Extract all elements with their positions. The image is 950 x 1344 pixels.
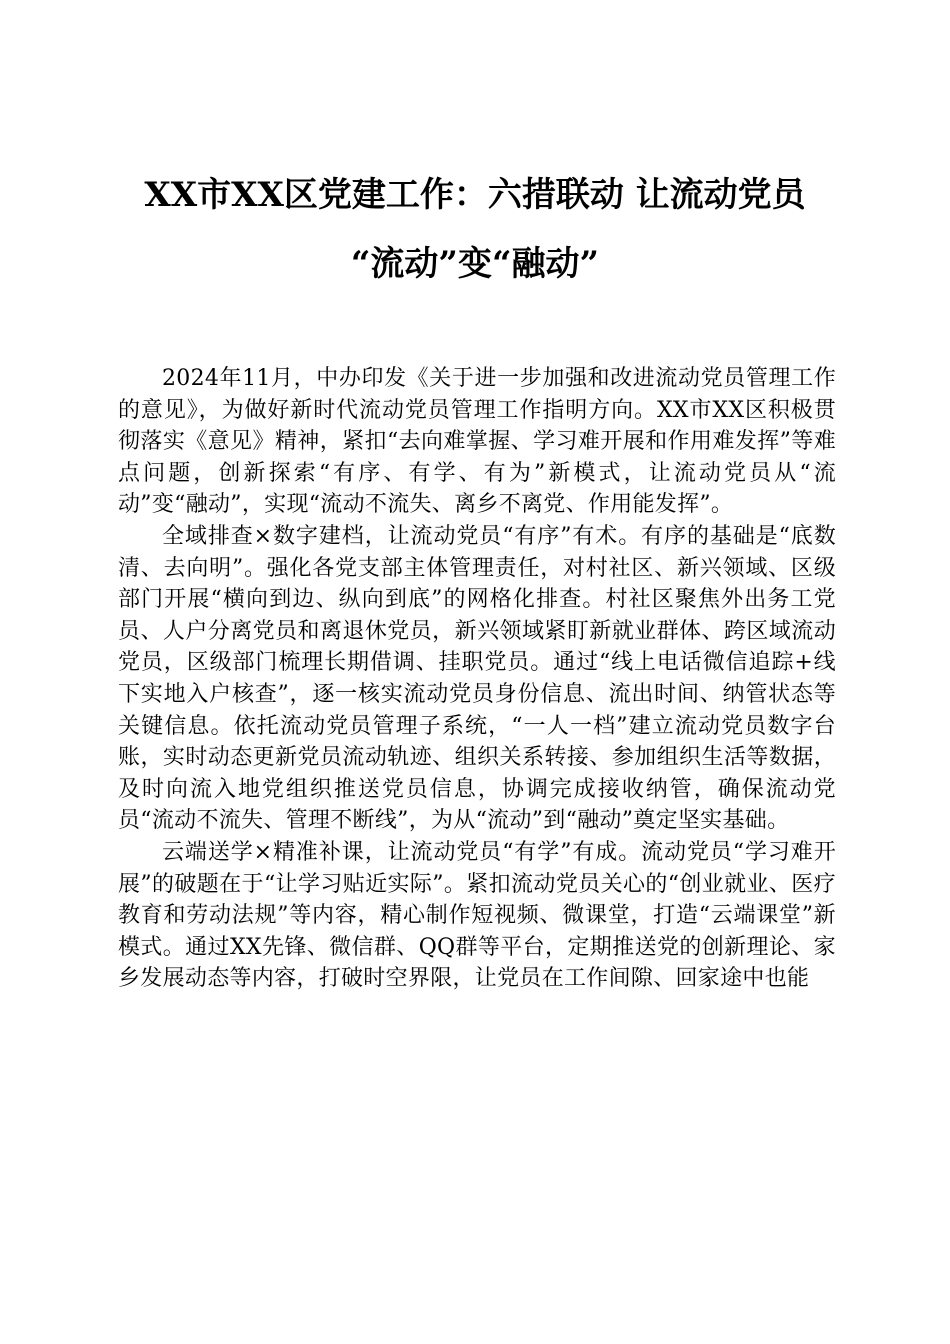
paragraph-intro: 2024年11月，中办印发《关于进一步加强和改进流动党员管理工作的意见》，为做好新时代流动党员管理工作指明方向。XX市XX区积极贯彻落实《意见》精神，紧扣“去向难掌握、学习难开展和作用难发挥”等难点问题，创新探索“有序、有学、有为”新模式，让流动党员从“流动”变“融动”，实现“流动不流失、离乡不离党、作用能发挥”。 bbox=[118, 366, 836, 518]
paragraph-orderly: 全域排查×数字建档，让流动党员“有序”有术。有序的基础是“底数清、去向明”。强化各党支部主体管理责任，对村社区、新兴领域、区级部门开展“横向到边、纵向到底”的网格化排查。村社区聚焦外出务工党员、人户分离党员和离退休党员，新兴领域紧盯新就业群体、跨区域流动党员，区级部门梳理长期借调、挂职党员。通过“线上电话微信追踪+线下实地入户核查”，逐一核实流动党员身份信息、流出时间、纳管状态等关键信息。依托流动党员管理子系统，“一人一档”建立流动党员数字台账，实时动态更新党员流动轨迹、组织关系转接、参加组织生活等数据，及时向流入地党组织推送党员信息，协调完成接收纳管，确保流动党员“流动不流失、管理不断线”，为从“流动”到“融动”奠定坚实基础。 bbox=[118, 523, 836, 834]
document-title-line-2: “流动”变“融动” bbox=[350, 244, 600, 284]
document-body bbox=[118, 363, 836, 995]
document-title-line-1: XX市XX区党建工作：六措联动 让流动党员 bbox=[144, 175, 806, 215]
paragraph-learning: 云端送学×精准补课，让流动党员“有学”有成。流动党员“学习难开展”的破题在于“让学习贴近实际”。紧扣流动党员关心的“创业就业、医疗教育和劳动法规”等内容，精心制作短视频、微课堂，打造“云端课堂”新模式。通过XX先锋、微信群、QQ群等平台，定期推送党的创新理论、家乡发展动态等内容，打破时空界限，让党员在工作间隙、回家途中也能 bbox=[118, 839, 836, 992]
